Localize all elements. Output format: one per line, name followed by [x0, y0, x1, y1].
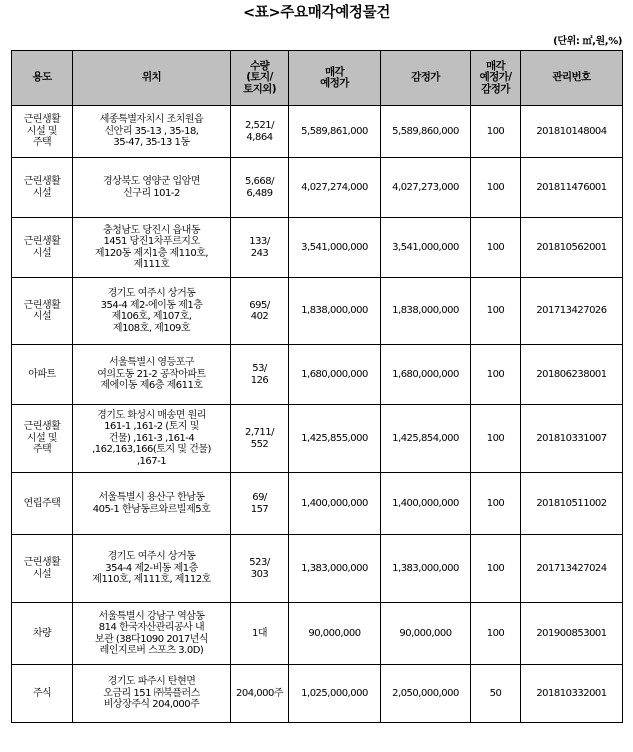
cell-location: 충청남도 당진시 읍내동 1451 당진1차푸르지오 제120동 제지1층 제110호, 제111호 — [73, 218, 231, 278]
cell-use: 근린생활 시설 — [12, 535, 73, 603]
cell-mgmt-no: 201713427024 — [521, 535, 623, 603]
cell-ratio: 100 — [471, 405, 521, 473]
column-header-appraisal: 감정가 — [381, 51, 471, 106]
unit-note: (단위: ㎡,원,%) — [553, 36, 622, 47]
cell-location: 경기도 여주시 상거동 354-4 제2-비동 제1층 제110호, 제111호, 제112호 — [73, 535, 231, 603]
cell-use: 근린생활 시설 — [12, 278, 73, 345]
table-header — [12, 51, 623, 106]
cell-use: 주식 — [12, 665, 73, 723]
cell-sale-price: 4,027,274,000 — [289, 158, 381, 218]
cell-sale-price: 1,838,000,000 — [289, 278, 381, 345]
cell-location: 서울특별시 용산구 한남동 405-1 한남동르와르빌제5호 — [73, 473, 231, 535]
cell-appraisal: 3,541,000,000 — [381, 218, 471, 278]
column-header-quantity-line1: 수량 — [249, 59, 270, 72]
cell-mgmt-no: 201900853001 — [521, 603, 623, 665]
cell-mgmt-no: 201811476001 — [521, 158, 623, 218]
cell-use: 근린생활 시설 — [12, 158, 73, 218]
cell-location: 경상북도 영양군 입암면 신구리 101-2 — [73, 158, 231, 218]
header-row — [12, 51, 623, 106]
cell-quantity: 1대 — [231, 603, 289, 665]
cell-sale-price: 5,589,861,000 — [289, 106, 381, 158]
cell-mgmt-no: 201810331007 — [521, 405, 623, 473]
table-row — [12, 106, 623, 158]
table-body — [12, 106, 623, 723]
table-row — [12, 603, 623, 665]
column-header-sale-price-line2: 예정가 — [320, 77, 349, 89]
column-header-quantity — [231, 51, 289, 106]
cell-appraisal: 1,400,000,000 — [381, 473, 471, 535]
column-header-quantity-line3: 토지외) — [243, 82, 276, 95]
cell-ratio: 100 — [471, 473, 521, 535]
column-header-sale-price-line1: 매각 — [324, 65, 345, 78]
cell-ratio: 50 — [471, 665, 521, 723]
cell-appraisal: 5,589,860,000 — [381, 106, 471, 158]
cell-quantity: 5,668/ 6,489 — [231, 158, 289, 218]
cell-quantity: 69/ 157 — [231, 473, 289, 535]
column-header-ratio-line3: 감정가 — [481, 82, 510, 95]
cell-use: 연립주택 — [12, 473, 73, 535]
cell-ratio: 100 — [471, 345, 521, 405]
column-header-location: 위치 — [73, 51, 231, 106]
cell-quantity: 133/ 243 — [231, 218, 289, 278]
table-row — [12, 218, 623, 278]
cell-ratio: 100 — [471, 158, 521, 218]
cell-ratio: 100 — [471, 218, 521, 278]
cell-use: 근린생활 시설 및 주택 — [12, 405, 73, 473]
table-row — [12, 158, 623, 218]
cell-appraisal: 2,050,000,000 — [381, 665, 471, 723]
cell-sale-price: 1,400,000,000 — [289, 473, 381, 535]
cell-sale-price: 1,383,000,000 — [289, 535, 381, 603]
cell-sale-price: 1,025,000,000 — [289, 665, 381, 723]
cell-ratio: 100 — [471, 106, 521, 158]
table-row — [12, 278, 623, 345]
cell-mgmt-no: 201810511002 — [521, 473, 623, 535]
cell-quantity: 695/ 402 — [231, 278, 289, 345]
cell-mgmt-no: 201810332001 — [521, 665, 623, 723]
cell-sale-price: 1,425,855,000 — [289, 405, 381, 473]
column-header-ratio — [471, 51, 521, 106]
cell-sale-price: 3,541,000,000 — [289, 218, 381, 278]
cell-quantity: 2,521/ 4,864 — [231, 106, 289, 158]
table-row — [12, 405, 623, 473]
cell-location: 경기도 파주시 탄현면 오금리 151 ㈜북플러스 비상장주식 204,000주 — [73, 665, 231, 723]
cell-ratio: 100 — [471, 278, 521, 345]
cell-use: 근린생활 시설 — [12, 218, 73, 278]
cell-quantity: 204,000주 — [231, 665, 289, 723]
cell-appraisal: 1,383,000,000 — [381, 535, 471, 603]
page-title: <표>주요매각예정물건 — [242, 5, 391, 21]
cell-quantity: 2,711/ 552 — [231, 405, 289, 473]
cell-use: 근린생활 시설 및 주택 — [12, 106, 73, 158]
cell-appraisal: 4,027,273,000 — [381, 158, 471, 218]
table-row — [12, 345, 623, 405]
cell-mgmt-no: 201806238001 — [521, 345, 623, 405]
sale-listings-table — [11, 50, 623, 723]
cell-appraisal: 90,000,000 — [381, 603, 471, 665]
cell-mgmt-no: 201713427026 — [521, 278, 623, 345]
cell-appraisal: 1,425,854,000 — [381, 405, 471, 473]
cell-sale-price: 1,680,000,000 — [289, 345, 381, 405]
cell-location: 서울특별시 강남구 역삼동 814 한국자산관리공사 내 보관 (38다1090 2017년식 레인지로버 스포츠 3.0D) — [73, 603, 231, 665]
cell-location: 경기도 화성시 매송면 원리 161-1 ,161-2 (토지 및 건물) ,161-3 ,161-4 ,162,163,166(토지 및 건물) ,167-1 — [73, 405, 231, 473]
cell-location: 서울특별시 영등포구 여의도동 21-2 공작아파트 제에이동 제6층 제611호 — [73, 345, 231, 405]
cell-mgmt-no: 201810148004 — [521, 106, 623, 158]
table-row — [12, 473, 623, 535]
cell-location: 세종특별자치시 조치원읍 신안리 35-13 , 35-18, 35-47, 35-13 1동 — [73, 106, 231, 158]
column-header-use: 용도 — [12, 51, 73, 106]
column-header-quantity-line2: (토지/ — [246, 71, 273, 84]
table-row — [12, 665, 623, 723]
cell-use: 차량 — [12, 603, 73, 665]
cell-ratio: 100 — [471, 603, 521, 665]
cell-location: 경기도 여주시 상거동 354-4 제2-에이동 제1층 제106호, 제107호, 제108호, 제109호 — [73, 278, 231, 345]
cell-quantity: 53/ 126 — [231, 345, 289, 405]
cell-appraisal: 1,838,000,000 — [381, 278, 471, 345]
cell-mgmt-no: 201810562001 — [521, 218, 623, 278]
column-header-ratio-line2: 예정가/ — [479, 71, 512, 84]
table-container — [0, 50, 633, 723]
cell-appraisal: 1,680,000,000 — [381, 345, 471, 405]
column-header-sale-price — [289, 51, 381, 106]
column-header-mgmt-no: 관리번호 — [521, 51, 623, 106]
cell-sale-price: 90,000,000 — [289, 603, 381, 665]
column-header-ratio-line1: 매각 — [485, 59, 506, 72]
table-row — [12, 535, 623, 603]
cell-ratio: 100 — [471, 535, 521, 603]
cell-quantity: 523/ 303 — [231, 535, 289, 603]
cell-use: 아파트 — [12, 345, 73, 405]
